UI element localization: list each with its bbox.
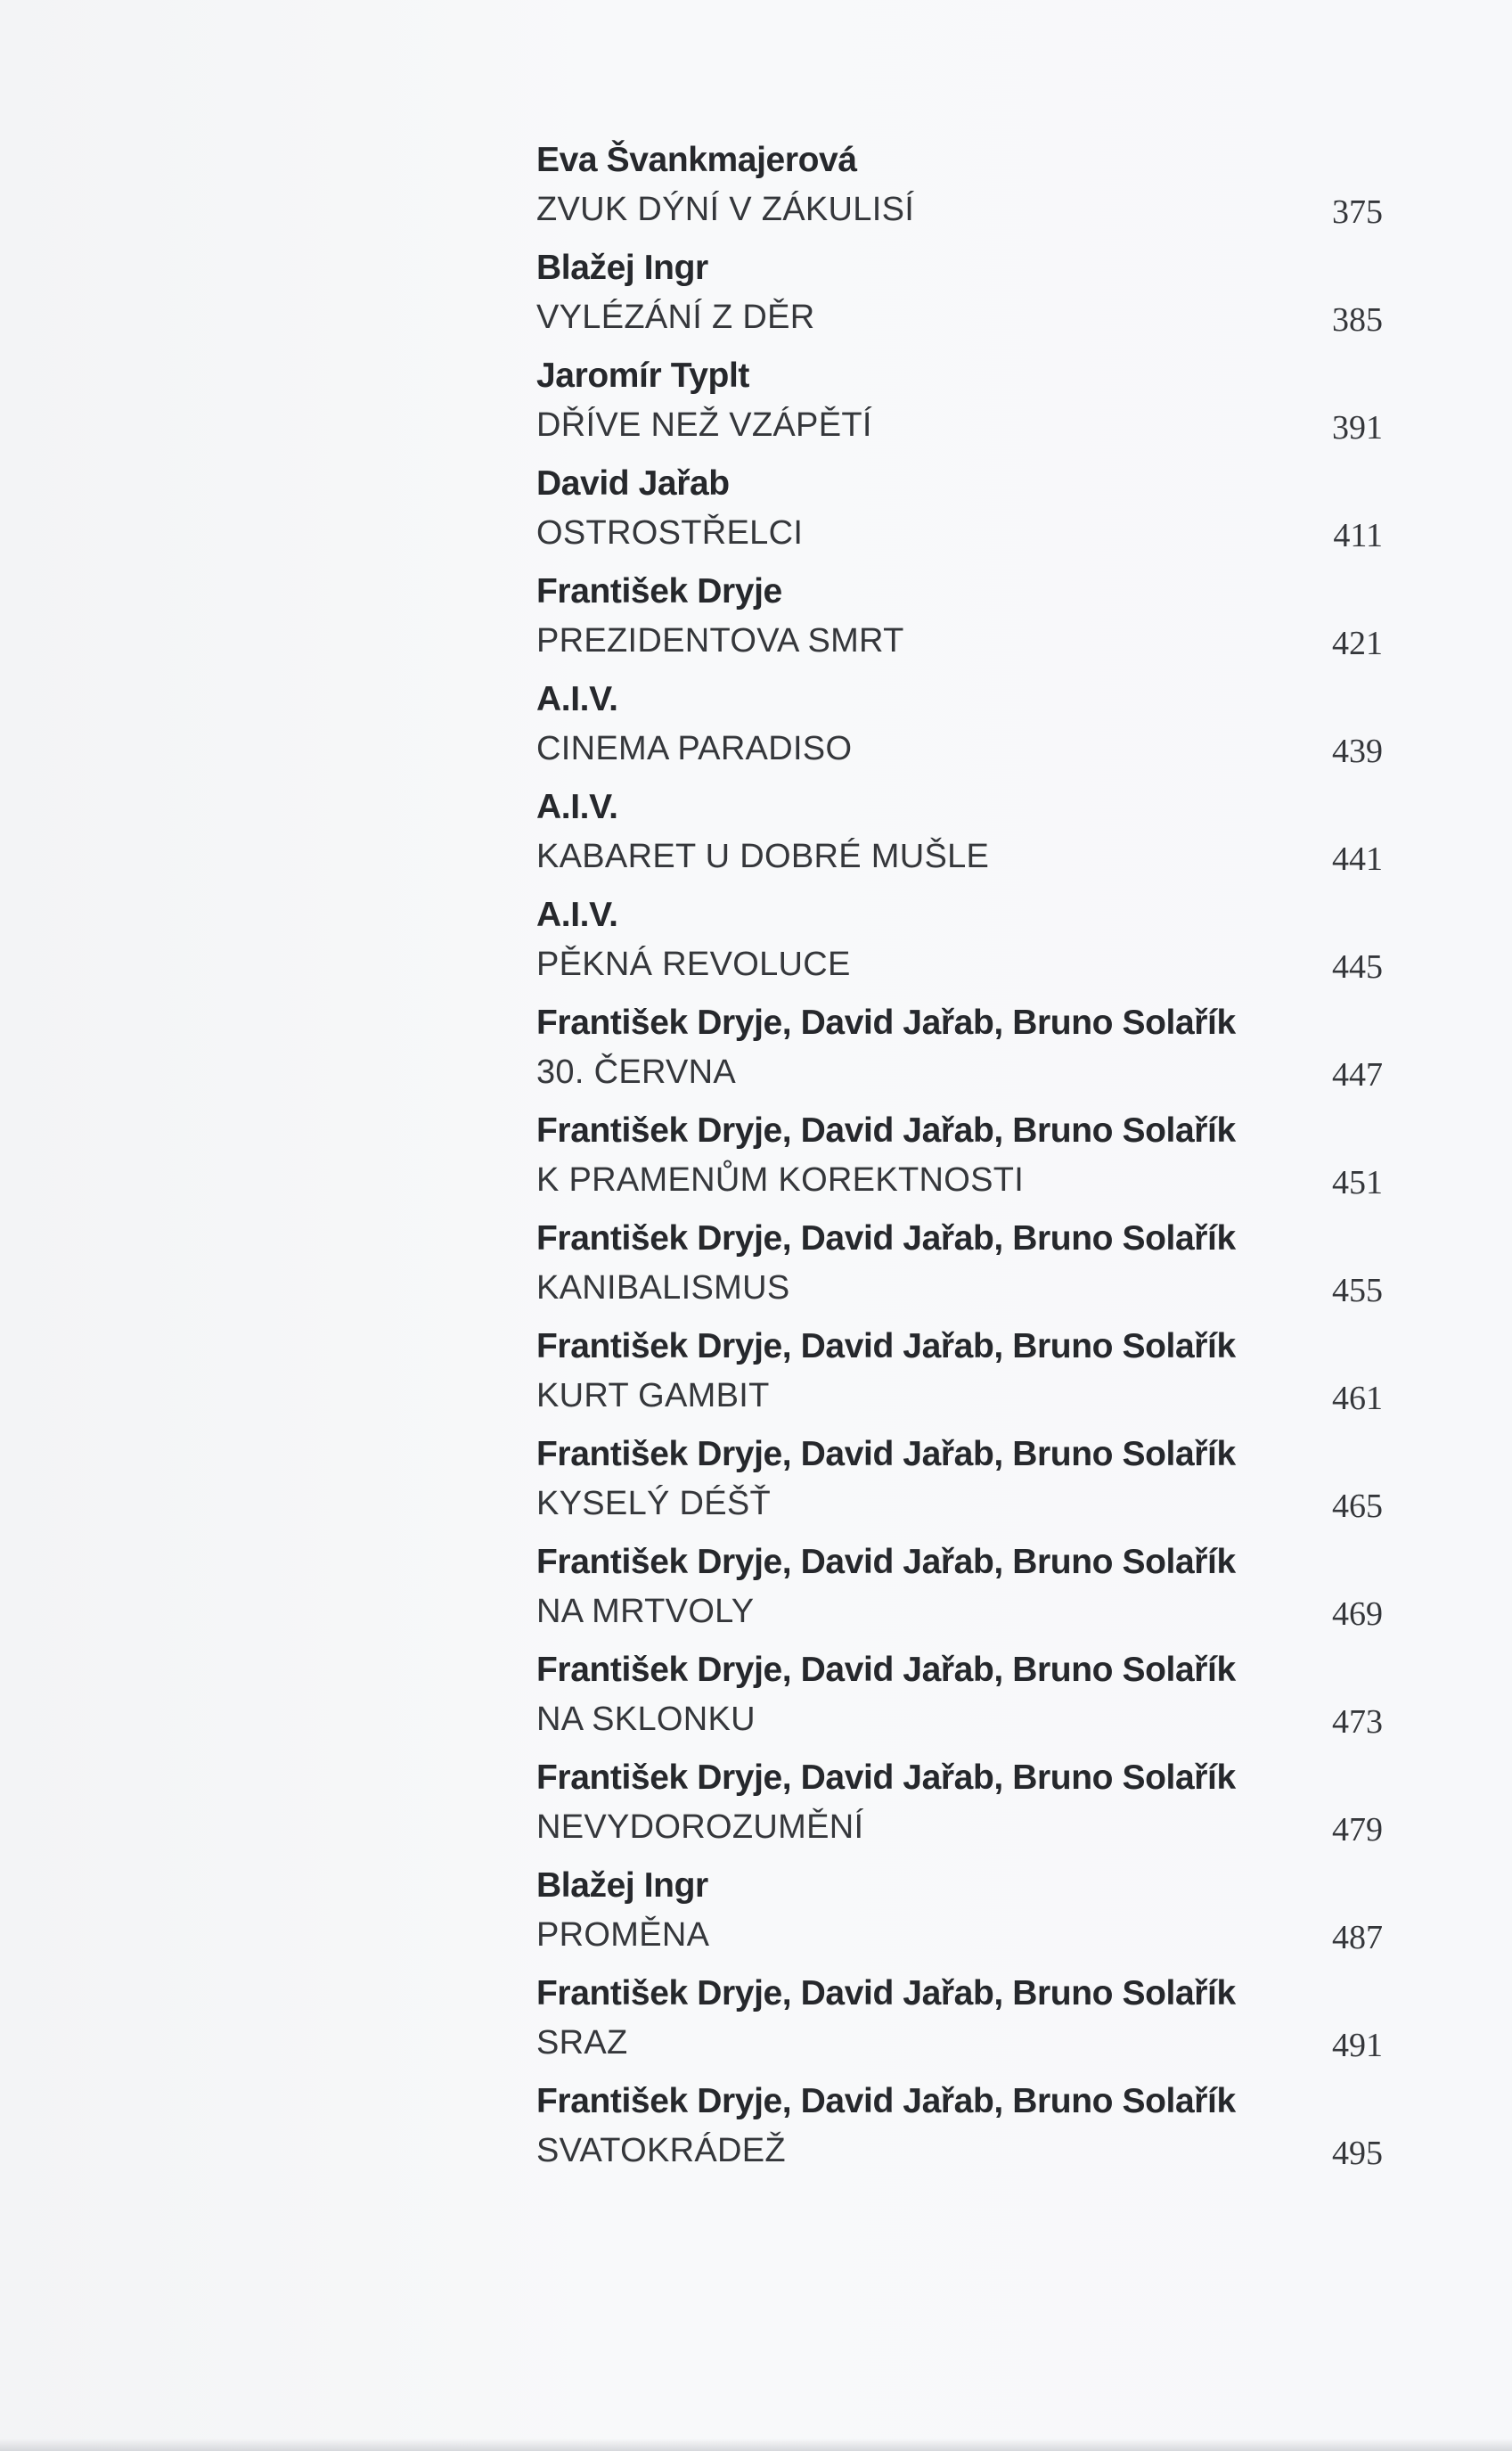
entry-title: PĚKNÁ REVOLUCE — [536, 946, 851, 983]
entry-title: KABARET U DOBRÉ MUŠLE — [536, 838, 990, 875]
entry-title: K PRAMENŮM KOREKTNOSTI — [536, 1161, 1025, 1199]
toc-entry — [536, 889, 1383, 996]
toc-entry — [536, 349, 1383, 457]
entry-page-number: 495 — [1332, 2135, 1383, 2172]
toc-entry — [536, 1212, 1383, 1320]
toc-entry — [536, 1320, 1383, 1428]
entry-page-number: 461 — [1332, 1380, 1383, 1417]
entry-author: A.I.V. — [536, 788, 618, 826]
entry-page-number: 447 — [1332, 1056, 1383, 1094]
entry-title: PREZIDENTOVA SMRT — [536, 622, 904, 660]
entry-page-number: 465 — [1332, 1488, 1383, 1525]
entry-page-number: 455 — [1332, 1272, 1383, 1309]
toc-entry — [536, 996, 1383, 1104]
entry-author: Eva Švankmajerová — [536, 141, 857, 179]
toc-entry — [536, 457, 1383, 565]
entry-page-number: 391 — [1332, 409, 1383, 447]
toc-entry — [536, 781, 1383, 889]
entry-title: NA MRTVOLY — [536, 1593, 755, 1630]
entry-title: VYLÉZÁNÍ Z DĚR — [536, 299, 815, 336]
toc-entry — [536, 242, 1383, 349]
entry-author: František Dryje, David Jařab, Bruno Solařík — [536, 1758, 1236, 1797]
entry-page-number: 479 — [1332, 1811, 1383, 1848]
entry-title: KYSELÝ DÉŠŤ — [536, 1485, 772, 1522]
entry-author: Blažej Ingr — [536, 249, 708, 287]
entry-page-number: 469 — [1332, 1595, 1383, 1633]
entry-author: František Dryje, David Jařab, Bruno Solařík — [536, 1435, 1236, 1473]
entry-author: František Dryje, David Jařab, Bruno Solařík — [536, 1974, 1236, 2012]
toc-entry — [536, 1967, 1383, 2075]
toc-entry — [536, 2075, 1383, 2183]
entry-title: SRAZ — [536, 2024, 628, 2062]
entry-title: OSTROSTŘELCI — [536, 514, 804, 552]
toc-entry — [536, 1536, 1383, 1644]
entry-author: František Dryje, David Jařab, Bruno Solařík — [536, 1004, 1236, 1042]
entry-author: František Dryje, David Jařab, Bruno Solařík — [536, 1543, 1236, 1581]
entry-author: A.I.V. — [536, 896, 618, 934]
entry-author: František Dryje, David Jařab, Bruno Solařík — [536, 1651, 1236, 1689]
entry-page-number: 491 — [1332, 2027, 1383, 2064]
entry-author: David Jařab — [536, 464, 730, 503]
entry-author: Jaromír Typlt — [536, 357, 749, 395]
entry-page-number: 385 — [1332, 301, 1383, 339]
toc-entry — [536, 134, 1383, 242]
toc-entry — [536, 565, 1383, 673]
entry-page-number: 421 — [1332, 625, 1383, 662]
entry-title: 30. ČERVNA — [536, 1053, 737, 1091]
entry-page-number: 411 — [1333, 517, 1383, 554]
entry-author: František Dryje — [536, 572, 782, 611]
entry-title: DŘÍVE NEŽ VZÁPĚTÍ — [536, 406, 872, 444]
entry-title: NA SKLONKU — [536, 1701, 756, 1738]
entry-author: František Dryje, David Jařab, Bruno Solařík — [536, 1219, 1236, 1258]
entry-page-number: 451 — [1332, 1164, 1383, 1201]
toc-entry — [536, 1428, 1383, 1536]
toc-entry — [536, 1104, 1383, 1212]
entry-author: František Dryje, David Jařab, Bruno Solařík — [536, 2082, 1236, 2120]
page-bottom-edge — [0, 2439, 1512, 2451]
entry-title: PROMĚNA — [536, 1916, 710, 1954]
toc-entry — [536, 673, 1383, 781]
entry-title: ZVUK DÝNÍ V ZÁKULISÍ — [536, 191, 915, 228]
entry-author: A.I.V. — [536, 680, 618, 718]
entry-title: CINEMA PARADISO — [536, 730, 853, 767]
toc-entry — [536, 1751, 1383, 1859]
entry-page-number: 445 — [1332, 948, 1383, 986]
entry-title: KANIBALISMUS — [536, 1269, 790, 1307]
entry-title: KURT GAMBIT — [536, 1377, 770, 1414]
entry-page-number: 487 — [1332, 1919, 1383, 1956]
entry-author: František Dryje, David Jařab, Bruno Solařík — [536, 1327, 1236, 1365]
entry-author: František Dryje, David Jařab, Bruno Solařík — [536, 1111, 1236, 1150]
entry-title: SVATOKRÁDEŽ — [536, 2132, 786, 2169]
entry-title: NEVYDOROZUMĚNÍ — [536, 1808, 864, 1846]
entry-page-number: 439 — [1332, 733, 1383, 770]
table-of-contents — [536, 134, 1383, 2183]
entry-page-number: 375 — [1332, 193, 1383, 231]
toc-entry — [536, 1644, 1383, 1751]
toc-entry — [536, 1859, 1383, 1967]
entry-page-number: 473 — [1332, 1703, 1383, 1741]
entry-page-number: 441 — [1332, 840, 1383, 878]
entry-author: Blažej Ingr — [536, 1866, 708, 1905]
